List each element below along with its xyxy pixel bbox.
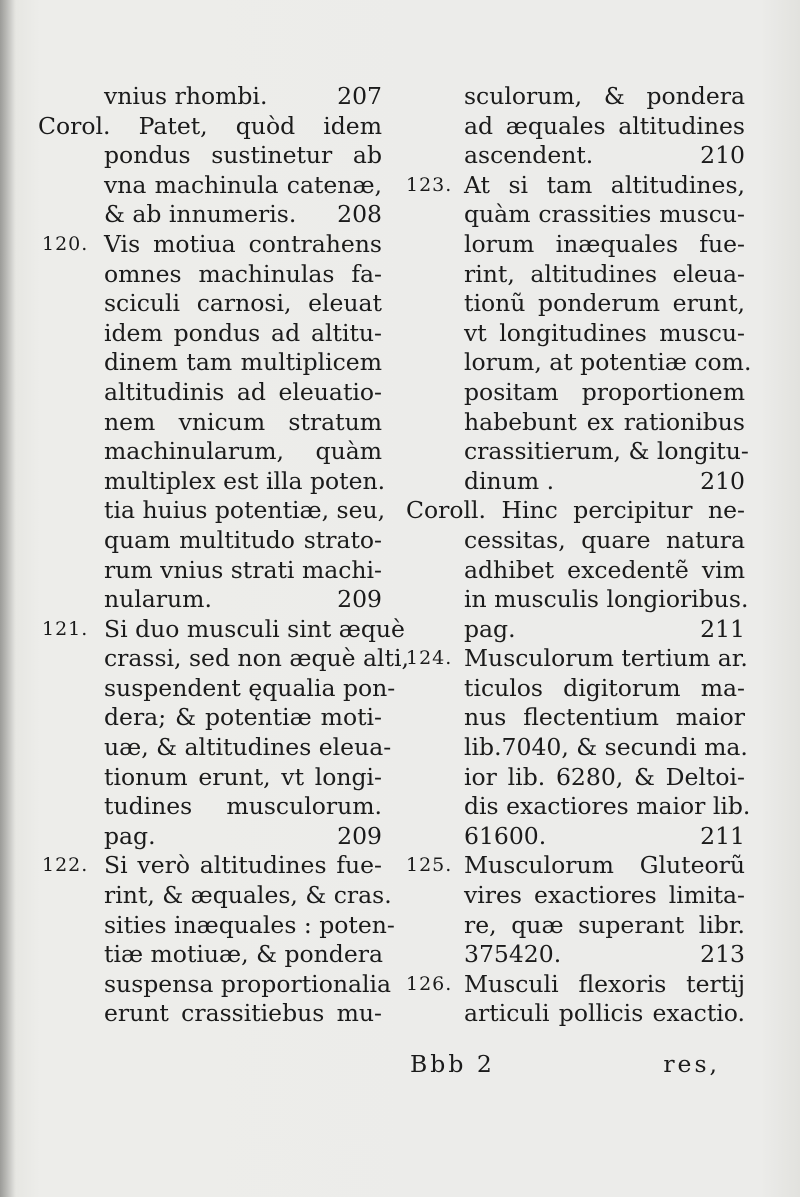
- text-line: [0, 437, 382, 467]
- text-line: [0, 319, 382, 349]
- line-text: quam multitudo strato-: [104, 525, 382, 554]
- page-reference-line: [104, 585, 382, 615]
- corollary-line: Corol. Patet, quòd idem: [38, 111, 382, 140]
- line-text: sculorum, & pondera: [464, 82, 745, 110]
- text-line: [400, 230, 745, 260]
- text-line: [400, 556, 745, 586]
- line-text: vna machinula catenæ,: [104, 170, 382, 199]
- line-text: idem pondus ad altitu-: [104, 318, 382, 347]
- text-line: [0, 851, 382, 881]
- page-footer: [410, 1050, 720, 1080]
- text-line: [0, 526, 382, 556]
- line-text: sities inæquales : poten-: [104, 910, 395, 939]
- text-line: [0, 614, 405, 645]
- text-line: [400, 674, 745, 704]
- page-reference-line: [464, 615, 745, 645]
- text-line: [400, 822, 745, 852]
- reference-text: & ab innumeris.: [104, 200, 297, 229]
- page-number: 210: [700, 141, 745, 170]
- line-text: tudines musculorum.: [104, 792, 382, 821]
- text-line: [400, 348, 752, 378]
- line-text: vires exactiores limita-: [464, 881, 745, 910]
- line-text: erunt crassitiebus mu-: [104, 999, 382, 1028]
- line-text: ior lib. 6280, & Deltoi-: [464, 762, 745, 791]
- paragraph-number: 120.: [42, 232, 89, 255]
- text-line: [0, 822, 382, 852]
- line-text: pondus sustinetur ab: [104, 141, 382, 170]
- left-column: [0, 82, 409, 1029]
- text-line: [0, 141, 382, 171]
- line-text: sciculi carnosi, eleuat: [104, 289, 382, 318]
- reference-text: 375420.: [464, 940, 562, 969]
- text-line: [0, 348, 382, 378]
- text-line: [400, 851, 745, 881]
- line-text: adhibet excedentẽ vim: [464, 555, 745, 584]
- line-text: multiplex est illa poten.: [104, 466, 386, 495]
- line-text: positam proportionem: [464, 377, 745, 406]
- page-number: 208: [337, 200, 382, 229]
- line-text: vt longitudines muscu-: [464, 318, 745, 347]
- text-line: [0, 289, 382, 319]
- text-line: [0, 792, 382, 822]
- text-line: [0, 82, 382, 112]
- text-line: [400, 703, 745, 733]
- catchword: res,: [663, 1050, 720, 1078]
- page-reference-line: [104, 822, 382, 852]
- text-line: [0, 940, 382, 970]
- text-line: [400, 911, 745, 941]
- text-line: [400, 526, 745, 556]
- line-text: dera; & potentiæ moti-: [104, 703, 382, 732]
- paragraph-number: 123.: [406, 173, 453, 196]
- text-line: [400, 940, 745, 970]
- line-text: lorum, at potentiæ com.: [464, 348, 752, 377]
- text-line: [400, 112, 745, 142]
- text-line: [0, 673, 396, 704]
- text-line: [400, 141, 745, 171]
- line-text: altitudinis ad eleuatio-: [104, 377, 382, 406]
- text-line: [400, 733, 748, 763]
- text-line: [0, 969, 392, 1000]
- page-number: 211: [700, 614, 745, 643]
- text-line: [0, 408, 382, 438]
- right-column: [400, 82, 752, 1029]
- line-text: machinularum, quàm: [104, 437, 382, 466]
- line-text: re, quæ superant libr.: [464, 910, 745, 939]
- text-line: [0, 200, 382, 230]
- line-text: nus flectentium maior: [464, 703, 745, 732]
- text-line: [0, 733, 392, 763]
- text-line: [400, 378, 745, 408]
- text-line: [400, 289, 745, 319]
- line-text: Vis motiua contrahens: [104, 229, 382, 258]
- reference-text: dinum .: [464, 466, 555, 495]
- text-line: [400, 615, 745, 645]
- page-number: 209: [337, 821, 382, 850]
- line-text: crassi, sed non æquè alti,: [104, 644, 409, 673]
- line-text: cessitas, quare natura: [464, 525, 745, 554]
- text-line: [400, 319, 745, 349]
- paragraph-number: 124.: [406, 647, 453, 670]
- text-line: [0, 703, 382, 733]
- text-line: [400, 437, 749, 467]
- paragraph-number: 121.: [42, 617, 89, 640]
- line-text: tia huius potentiæ, seu,: [104, 496, 386, 525]
- line-text: tiæ motiuæ, & pondera: [104, 940, 383, 969]
- text-line: [400, 82, 745, 112]
- corollary-line: Coroll. Hinc percipitur ne-: [406, 496, 745, 525]
- line-text: ad æquales altitudines: [464, 111, 745, 140]
- line-text: articuli pollicis exactio.: [464, 999, 745, 1028]
- line-text: suspensa proportionalia: [104, 969, 392, 998]
- page-number: 207: [337, 82, 382, 110]
- line-text: suspendent ęqualia pon-: [104, 673, 396, 702]
- page-reference-line: [464, 467, 745, 497]
- text-line: [0, 171, 382, 201]
- reference-text: pag.: [104, 821, 156, 850]
- text-line: [400, 763, 745, 793]
- text-line: [0, 112, 382, 142]
- paragraph-number: 125.: [406, 854, 453, 877]
- line-text: crassitierum, & longitu-: [464, 437, 749, 466]
- line-text: dinem tam multiplicem: [104, 348, 382, 377]
- line-text: quàm crassities muscu-: [464, 200, 745, 229]
- text-line: [400, 881, 745, 911]
- text-line: [400, 408, 745, 438]
- line-text: rint, & æquales, & cras.: [104, 881, 392, 910]
- line-text: lib.7040, & secundi ma.: [464, 733, 748, 762]
- text-line: [0, 910, 395, 941]
- line-text: Si verò altitudines fue-: [104, 851, 382, 880]
- text-line: [400, 496, 745, 526]
- line-text: lorum inæquales fue-: [464, 229, 745, 258]
- text-line: [400, 792, 751, 822]
- reference-text: ascendent.: [464, 141, 594, 170]
- line-text: rum vnius strati machi-: [104, 555, 382, 584]
- line-text: At si tam altitudines,: [464, 170, 745, 199]
- text-line: [0, 230, 382, 260]
- text-line: [0, 881, 392, 911]
- line-text: Musculi flexoris tertij: [464, 969, 745, 998]
- text-line: [0, 999, 382, 1029]
- page-reference-line: [104, 200, 382, 230]
- page-reference-line: [464, 940, 745, 970]
- reference-text: vnius rhombi.: [104, 82, 268, 110]
- reference-text: 61600.: [464, 821, 547, 850]
- line-text: omnes machinulas fa-: [104, 259, 382, 288]
- line-text: tionum erunt, vt longi-: [104, 762, 382, 791]
- text-line: [0, 260, 382, 290]
- text-line: [0, 585, 382, 615]
- line-text: nem vnicum stratum: [104, 407, 382, 436]
- page-reference-line: [464, 822, 745, 852]
- paragraph-number: 122.: [42, 854, 89, 877]
- line-text: in musculis longioribus.: [464, 585, 749, 614]
- text-line: [400, 260, 745, 290]
- page-number: 211: [700, 821, 745, 850]
- reference-text: pag.: [464, 614, 516, 643]
- text-line: [400, 970, 745, 1000]
- line-text: habebunt ex rationibus: [464, 407, 745, 436]
- text-line: [0, 378, 382, 408]
- page-reference-line: [104, 82, 382, 112]
- text-line: [400, 200, 745, 230]
- signature-mark: Bbb 2: [410, 1050, 495, 1078]
- text-line: [0, 763, 382, 793]
- text-line: [400, 467, 745, 497]
- line-text: uæ, & altitudines eleua-: [104, 733, 392, 762]
- line-text: Si duo musculi sint æquè: [104, 614, 405, 643]
- line-text: tionũ ponderum erunt,: [464, 289, 745, 318]
- text-line: [400, 999, 745, 1029]
- text-line: [0, 466, 386, 497]
- page-number: 209: [337, 585, 382, 614]
- line-text: Musculorum Gluteorũ: [464, 851, 745, 880]
- line-text: dis exactiores maior lib.: [464, 792, 751, 821]
- text-line: [0, 496, 386, 526]
- line-text: Musculorum tertium ar.: [464, 644, 748, 673]
- text-line: [0, 644, 409, 674]
- paragraph-number: 126.: [406, 972, 453, 995]
- text-line: [400, 171, 745, 201]
- text-line: [400, 644, 748, 674]
- text-line: [0, 556, 382, 586]
- line-text: ticulos digitorum ma-: [464, 673, 745, 702]
- reference-text: nularum.: [104, 585, 212, 614]
- page-reference-line: [464, 141, 745, 171]
- text-line: [400, 585, 749, 615]
- page-number: 210: [700, 466, 745, 495]
- line-text: rint, altitudines eleua-: [464, 259, 745, 288]
- page-number: 213: [700, 940, 745, 969]
